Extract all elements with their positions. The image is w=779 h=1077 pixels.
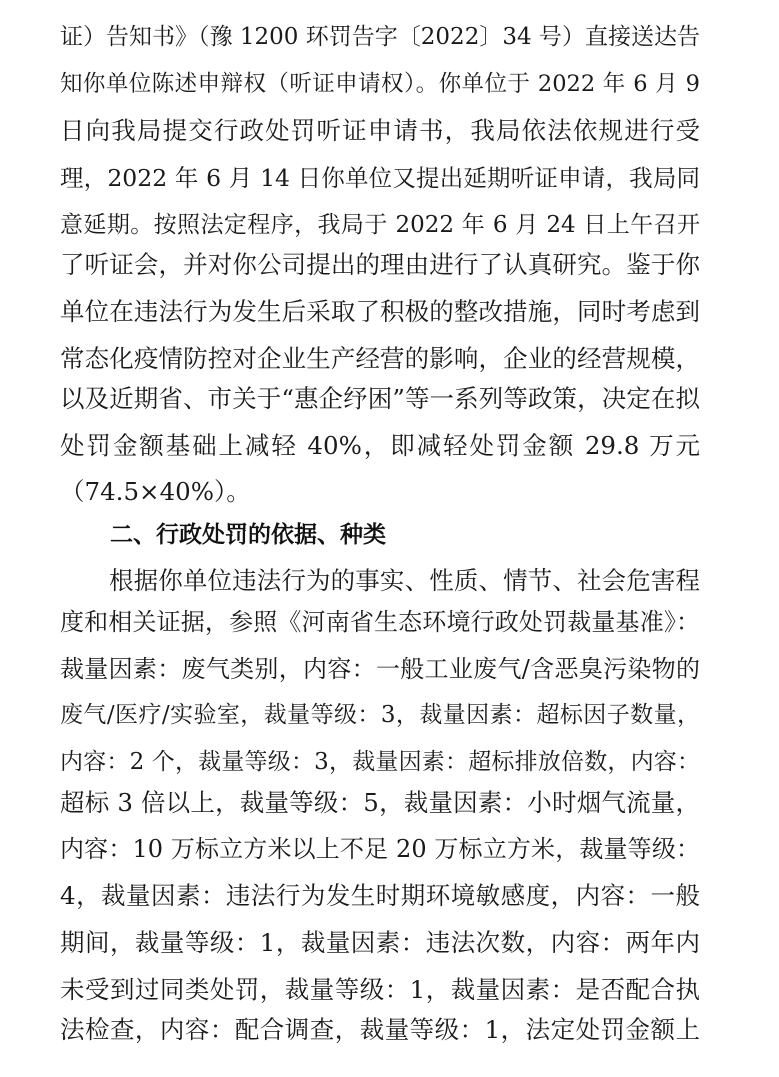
text-line: 内容：10 万标立方米以上不足 20 万标立方米，裁量等级： <box>60 835 700 863</box>
text-line: （74.5×40%）。 <box>60 477 251 506</box>
text-line: 裁量因素：废气类别，内容：一般工业废气/含恶臭污染物的 <box>60 655 700 683</box>
text-line: 意延期。按照法定程序，我局于 2022 年 6 月 24 日上午召开 <box>60 212 700 238</box>
text-line: 法检查，内容：配合调查，裁量等级：1，法定处罚金额上 <box>60 1015 700 1044</box>
text-line: 度和相关证据，参照《河南省生态环境行政处罚裁量基准》： <box>60 608 700 636</box>
text-line: 超标 3 倍以上，裁量等级：5，裁量因素：小时烟气流量， <box>60 788 700 817</box>
text-line: 4，裁量因素：违法行为发生时期环境敏感度，内容：一般 <box>60 881 700 910</box>
text-line: 内容：2 个，裁量等级：3，裁量因素：超标排放倍数，内容： <box>60 749 700 775</box>
text-line: 未受到过同类处罚，裁量等级：1，裁量因素：是否配合执 <box>60 975 700 1004</box>
text-line: 期间，裁量等级：1，裁量因素：违法次数，内容：两年内 <box>60 928 700 957</box>
text-line: 处罚金额基础上减轻 40%，即减轻处罚金额 29.8 万元 <box>60 431 700 460</box>
text-line: 单位在违法行为发生后采取了积极的整改措施，同时考虑到 <box>60 297 700 326</box>
text-line: 日向我局提交行政处罚听证申请书，我局依法依规进行受 <box>60 116 700 145</box>
text-line: 根据你单位违法行为的事实、性质、情节、社会危害程 <box>109 566 700 595</box>
text-line: 理，2022 年 6 月 14 日你单位又提出延期听证申请，我局同 <box>60 164 700 192</box>
text-line: 知你单位陈述申辩权（听证申请权）。你单位于 2022 年 6 月 9 <box>60 71 700 97</box>
text-line: 常态化疫情防控对企业生产经营的影响，企业的经营规模， <box>60 344 700 373</box>
text-line: 废气/医疗/实验室，裁量等级：3，裁量因素：超标因子数量， <box>60 702 700 728</box>
text-line: 以及近期省、市关于“惠企纾困”等一系列等政策，决定在拟 <box>60 384 700 413</box>
section-heading: 二、行政处罚的依据、种类 <box>110 522 386 548</box>
text-line: 证）告知书》（豫 1200 环罚告字〔2022〕34 号）直接送达告 <box>60 24 700 50</box>
text-line: 了听证会，并对你公司提出的理由进行了认真研究。鉴于你 <box>60 250 700 279</box>
